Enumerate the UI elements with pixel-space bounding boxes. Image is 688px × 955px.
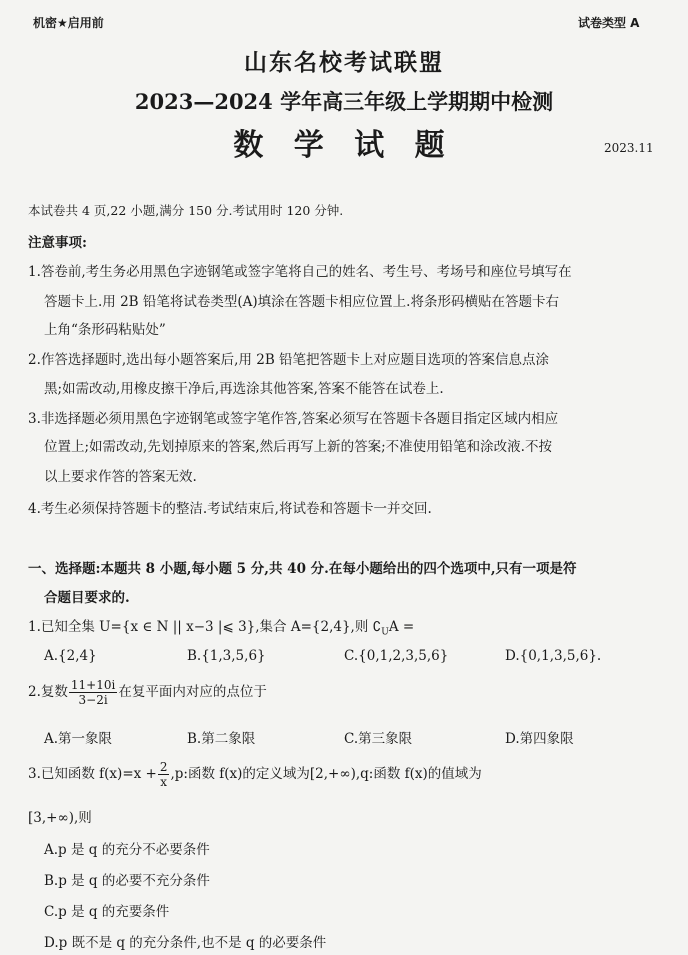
notice-line: 答题卡上.用 2B 铅笔将试卷类型(A)填涂在答题卡相应位置上.将条形码横贴在答题卡右 (44, 294, 559, 310)
q3-option-a: A.p 是 q 的充分不必要条件 (44, 842, 210, 858)
question-3-stem: 3.已知函数 f(x)=x + $\frac{2}{x}$ ,p:函数 f(x)的定义域为[2,+∞),q:函数 f(x)的值域为 (28, 760, 482, 789)
notice-line: 2.作答选择题时,选出每小题答案后,用 2B 铅笔把答题卡上对应题目选项的答案信息点涂 (28, 352, 550, 368)
notice-line: 上角“条形码粘贴处” (44, 322, 166, 338)
q2-option-a: A.第一象限 (44, 731, 113, 747)
q2-fraction: $\frac{11+10i}{3-2i}$ (70, 678, 116, 707)
exam-date: 2023.11 (604, 141, 654, 155)
notice-line: 以上要求作答的答案无效. (44, 469, 197, 485)
question-2-stem: 2.复数 $\frac{11+10i}{3-2i}$ 在复平面内对应的点位于 (28, 678, 267, 707)
confidential-label: 机密★启用前 (33, 16, 104, 30)
question-3-stem-cont: [3,+∞),则 (28, 810, 92, 826)
q2-option-b: B.第二象限 (187, 731, 256, 747)
notice-line: 3.非选择题必须用黑色字迹钢笔或签字笔作答,答案必须写在答题卡各题目指定区域内相应 (28, 411, 559, 427)
notice-heading: 注意事项: (28, 235, 87, 251)
question-1-stem: 1.已知全集 U={x ∈ N || x−3 |⩽ 3},集合 A={2,4},则 $∁_UA$ = (28, 619, 415, 638)
q3-option-b: B.p 是 q 的必要不充分条件 (44, 873, 210, 889)
exam-alliance-title: 山东名校考试联盟 (244, 49, 444, 76)
exam-term-title: 2023—2024 学年高三年级上学期期中检测 (134, 89, 554, 114)
q1-option-b: B.{1,3,5,6} (187, 648, 266, 664)
notice-line: 4.考生必须保持答题卡的整洁.考试结束后,将试卷和答题卡一并交回. (28, 501, 432, 517)
q1-option-c: C.{0,1,2,3,5,6} (344, 648, 449, 664)
section-heading-cont: 合题目要求的. (44, 590, 130, 606)
notice-line: 黑;如需改动,用橡皮擦干净后,再选涂其他答案,答案不能答在试卷上. (44, 381, 444, 397)
notice-line: 1.答卷前,考生务必用黑色字迹钢笔或签字笔将自己的姓名、考生号、考场号和座位号填写在 (28, 264, 572, 280)
q3-fraction: $\frac{2}{x}$ (159, 760, 168, 789)
q2-option-c: C.第三象限 (344, 731, 413, 747)
q1-option-a: A.{2,4} (44, 648, 97, 664)
q2-option-d: D.第四象限 (505, 731, 574, 747)
notice-line: 位置上;如需改动,先划掉原来的答案,然后再写上新的答案;不准使用铅笔和涂改液.不按 (44, 439, 552, 455)
exam-intro: 本试卷共 4 页,22 小题,满分 150 分.考试用时 120 分钟. (28, 203, 344, 218)
section-heading: 一、选择题:本题共 8 小题,每小题 5 分,共 40 分.在每小题给出的四个选项中,只有一项是符 (28, 561, 577, 577)
paper-type-label: 试卷类型 A (578, 16, 640, 30)
q3-option-d: D.p 既不是 q 的充分条件,也不是 q 的必要条件 (44, 935, 327, 951)
subject-title: 数 学 试 题 (233, 128, 455, 163)
q3-option-c: C.p 是 q 的充要条件 (44, 904, 170, 920)
q1-option-d: D.{0,1,3,5,6}. (505, 648, 602, 664)
